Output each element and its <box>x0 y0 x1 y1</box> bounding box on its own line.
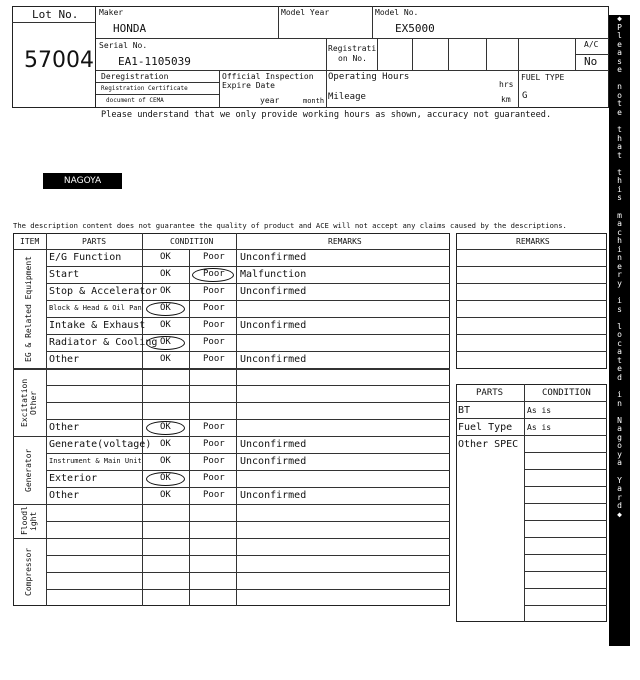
group-compressor: Compressor <box>24 547 33 597</box>
hours-notice: Please understand that we only provide working hours as shown, accuracy not guaranteed. <box>101 110 552 120</box>
row-part: Other <box>49 490 80 501</box>
right-parts-header: PARTS <box>476 388 504 398</box>
operating-hours-label: Operating Hours <box>328 72 410 82</box>
row-poor: Poor <box>203 269 225 279</box>
row-part: Exterior <box>49 473 98 484</box>
row-remark: Unconfirmed <box>240 439 307 450</box>
row-poor: Poor <box>203 303 225 313</box>
sidebar-note: ◆ P l e a s e n o t e t h a t t h i s m a c h i n e r y i s l o c a t e d i n N a g o y a Y a r d ◆ <box>617 14 622 519</box>
row-remark: Unconfirmed <box>240 320 307 331</box>
row-poor: Poor <box>203 439 225 449</box>
spec-bt: BT <box>458 405 471 416</box>
registration-label-2: on No. <box>338 54 367 63</box>
col-item: ITEM <box>20 237 40 246</box>
row-poor: Poor <box>203 320 225 330</box>
group-floodlight: Floodl ight <box>20 506 38 536</box>
row-part: E/G Function <box>49 252 122 263</box>
row-part: Other <box>49 354 80 365</box>
km-label: km <box>501 95 511 104</box>
row-ok: OK <box>160 473 171 483</box>
maker-value: HONDA <box>113 22 147 35</box>
row-remark: Unconfirmed <box>240 252 307 263</box>
row-ok: OK <box>160 269 171 279</box>
row-poor: Poor <box>203 456 225 466</box>
location-badge <box>43 173 122 189</box>
condition-circle <box>192 268 234 282</box>
spec-bt-condition: As is <box>527 406 552 415</box>
row-ok: OK <box>160 422 171 432</box>
row-ok: OK <box>160 490 171 500</box>
lot-number: 57004 <box>24 48 94 73</box>
group-excitation: Excitation Other <box>20 378 38 428</box>
maker-label: Maker <box>99 8 124 17</box>
row-poor: Poor <box>203 422 225 432</box>
col-condition: CONDITION <box>170 237 214 246</box>
row-part: Radiator & Cooling <box>49 337 158 348</box>
condition-circle <box>146 421 185 435</box>
ac-value: No <box>584 55 598 68</box>
row-remark: Malfunction <box>240 269 307 280</box>
official-inspection-label: Official Inspection <box>222 72 314 81</box>
row-poor: Poor <box>203 252 225 262</box>
row-ok: OK <box>160 252 171 262</box>
condition-circle <box>146 336 185 350</box>
row-poor: Poor <box>203 337 225 347</box>
group-generator: Generator <box>24 448 33 492</box>
right-condition-header: CONDITION <box>542 388 591 398</box>
row-part: Stop & Accelerator <box>49 286 158 297</box>
group-eg: EG & Related Equipment <box>24 256 33 362</box>
reg-cert-label: Registration Certificate <box>101 85 188 92</box>
registration-label: Registrati <box>328 44 377 53</box>
location-badge-text: NAGOYA <box>63 176 102 186</box>
row-remark: Unconfirmed <box>240 490 307 501</box>
row-poor: Poor <box>203 354 225 364</box>
deregistration-label: Deregistration <box>101 72 169 81</box>
row-part: Start <box>49 269 80 280</box>
row-poor: Poor <box>203 473 225 483</box>
serial-label: Serial No. <box>99 41 148 50</box>
row-ok: OK <box>160 320 171 330</box>
row-remark: Unconfirmed <box>240 354 307 365</box>
location-sidebar <box>609 15 630 646</box>
row-ok: OK <box>160 303 171 313</box>
model-year-label: Model Year <box>281 8 330 17</box>
model-no-label: Model No. <box>375 8 419 17</box>
expire-date-label: Expire Date <box>222 81 275 90</box>
cema-label: document of CEMA <box>106 97 164 104</box>
condition-circle <box>146 302 185 316</box>
row-remark: Unconfirmed <box>240 456 307 467</box>
row-poor: Poor <box>203 490 225 500</box>
row-ok: OK <box>160 354 171 364</box>
right-remarks-header: REMARKS <box>516 237 550 246</box>
row-ok: OK <box>160 286 171 296</box>
row-ok: OK <box>160 337 171 347</box>
model-no-value: EX5000 <box>395 22 435 35</box>
fuel-type-value: G <box>522 91 528 101</box>
row-part: Intake & Exhaust <box>49 320 146 331</box>
condition-circle <box>146 472 185 486</box>
row-ok: OK <box>160 439 171 449</box>
lot-label: Lot No. <box>32 8 79 21</box>
hrs-label: hrs <box>499 80 514 89</box>
row-ok: OK <box>160 456 171 466</box>
spec-other: Other SPEC <box>458 439 519 450</box>
mileage-label: Mileage <box>328 92 366 102</box>
row-poor: Poor <box>203 286 225 296</box>
row-part: Generate(voltage) <box>49 439 152 450</box>
fuel-type-label: FUEL TYPE <box>521 73 565 82</box>
col-remarks: REMARKS <box>328 237 362 246</box>
serial-value: EA1-1105039 <box>118 55 191 68</box>
month-label: month <box>303 97 325 105</box>
ac-label: A/C <box>584 40 599 49</box>
row-part: Other <box>49 422 80 433</box>
row-remark: Unconfirmed <box>240 286 307 297</box>
row-part: Block & Head & Oil Pan <box>49 304 142 312</box>
year-label: year <box>260 96 280 105</box>
spec-fuel-type: Fuel Type <box>458 422 513 433</box>
disclaimer: The description content does not guarantee the quality of product and ACE will not accept any claims caused by the descriptions. <box>13 221 567 230</box>
col-parts: PARTS <box>82 237 107 246</box>
spec-fuel-type-condition: As is <box>527 423 552 432</box>
row-part: Instrument & Main Unit <box>49 457 142 465</box>
